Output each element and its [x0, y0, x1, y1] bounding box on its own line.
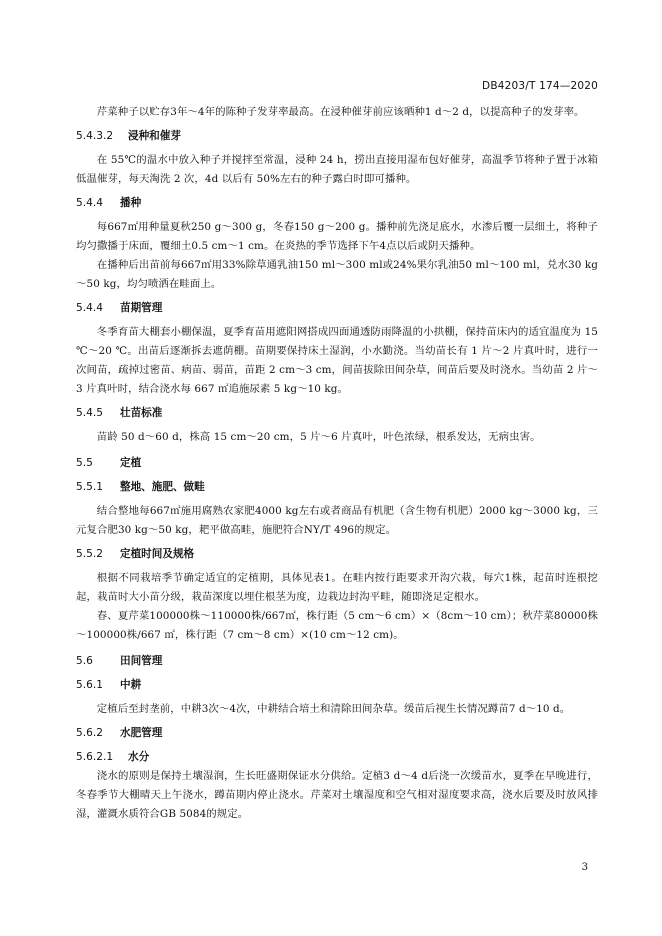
- section-heading: 5.4.5 壮苗标准: [76, 407, 163, 419]
- paragraph: 在 55℃的温水中放入种子并搅拌至常温，浸种 24 h，捞出直接用湿布包好催芽，高温季节将种子置于冰箱低温催芽，每天淘洗 2 次，4d 以后有 50%左右的种子露白时即可播种。: [76, 154, 598, 185]
- paragraph: 定植后至封垄前，中耕3次～4次，中耕结合培土和清除田间杂草。缓苗后视生长情况蹲苗7 d～10 d。: [96, 703, 571, 715]
- section-heading: 5.6.1 中耕: [76, 679, 142, 691]
- page-number: 3: [581, 862, 588, 873]
- paragraph: 冬季育苗大棚套小棚保温，夏季育苗用遮阳网搭成四面通透防雨降温的小拱棚，保持苗床内的适宜温度为 15 ℃～20 ℃。出苗后逐渐拆去遮荫棚。苗期要保持床土湿润，小水勤浇。当幼苗长有 1 片～2 片真叶时，进行一次间苗，疏掉过密苗、病苗、弱苗，苗距 2 cm～3 cm，间苗拔除田间杂草，间苗后要及时浇水。当幼苗 2 片～3 片真叶时，结合浇水每 667 ㎡追施尿素 5 kg～10 kg。: [76, 326, 598, 395]
- section-heading: 5.6.2 水肥管理: [76, 727, 163, 739]
- paragraph: 浇水的原则是保持土壤湿润，生长旺盛期保证水分供给。定植3 d～4 d后浇一次缓苗水，夏季在早晚进行，冬春季节大棚晴天上午浇水，蹲苗期内停止浇水。芹菜对土壤湿度和空气相对湿度要求高，浇水后要及时放风排湿，灌溉水质符合GB 5084的规定。: [76, 770, 598, 820]
- section-heading: 5.5 定植: [76, 457, 142, 469]
- section-heading: 5.4.3.2 浸种和催芽: [76, 130, 181, 142]
- section-heading: 5.6.2.1 水分: [76, 751, 150, 763]
- paragraph: 根据不同栽培季节确定适宜的定植期，具体见表1。在畦内按行距要求开沟穴栽，每穴1株，起苗时连根挖起，栽苗时大小苗分级，栽苗深度以埋住根茎为度，边栽边封沟平畦，随即浇足定根水。: [76, 572, 598, 603]
- document-body: [76, 103, 598, 824]
- section-heading: 5.5.2 定植时间及规格: [76, 548, 195, 560]
- paragraph: 苗龄 50 d～60 d，株高 15 cm～20 cm，5 片～6 片真叶，叶色浓绿，根系发达，无病虫害。: [96, 431, 541, 443]
- paragraph: 结合整地每667㎡施用腐熟农家肥4000 kg左右或者商品有机肥（含生物有机肥）2000 kg～3000 kg，三元复合肥30 kg～50 kg，耙平做高畦，施肥符合NY/T 496的规定。: [76, 505, 598, 536]
- paragraph: 芹菜种子以贮存3年～4年的陈种子发芽率最高。在浸种催芽前应该晒种1 d～2 d，以提高种子的发芽率。: [96, 106, 585, 118]
- paragraph: 每667㎡用种量夏秋250 g～300 g，冬春150 g～200 g。播种前先浇足底水，水渗后覆一层细土，将种子均匀撒播于床面，覆细土0.5 cm～1 cm。在炎热的季节选择下午4点以后或阴天播种。: [76, 221, 598, 252]
- section-heading: 5.5.1 整地、施肥、做畦: [76, 481, 205, 493]
- document-code: DB4203/T 174—2020: [482, 80, 598, 92]
- section-heading: 5.4.4 播种: [76, 197, 142, 209]
- paragraph: 在播种后出苗前每667㎡用33%除草通乳油150 ml～300 ml或24%果尔乳油50 ml～100 ml，兑水30 kg～50 kg，均匀喷洒在畦面上。: [76, 259, 598, 290]
- paragraph: 春、夏芹菜100000株～110000株/667㎡，株行距（5 cm～6 cm）×（8cm～10 cm）；秋芹菜80000株～100000株/667 ㎡，株行距（7 cm～8 cm）×(10 cm～12 cm)。: [76, 610, 598, 641]
- section-heading: 5.6 田间管理: [76, 655, 163, 667]
- section-heading: 5.4.4 苗期管理: [76, 302, 163, 314]
